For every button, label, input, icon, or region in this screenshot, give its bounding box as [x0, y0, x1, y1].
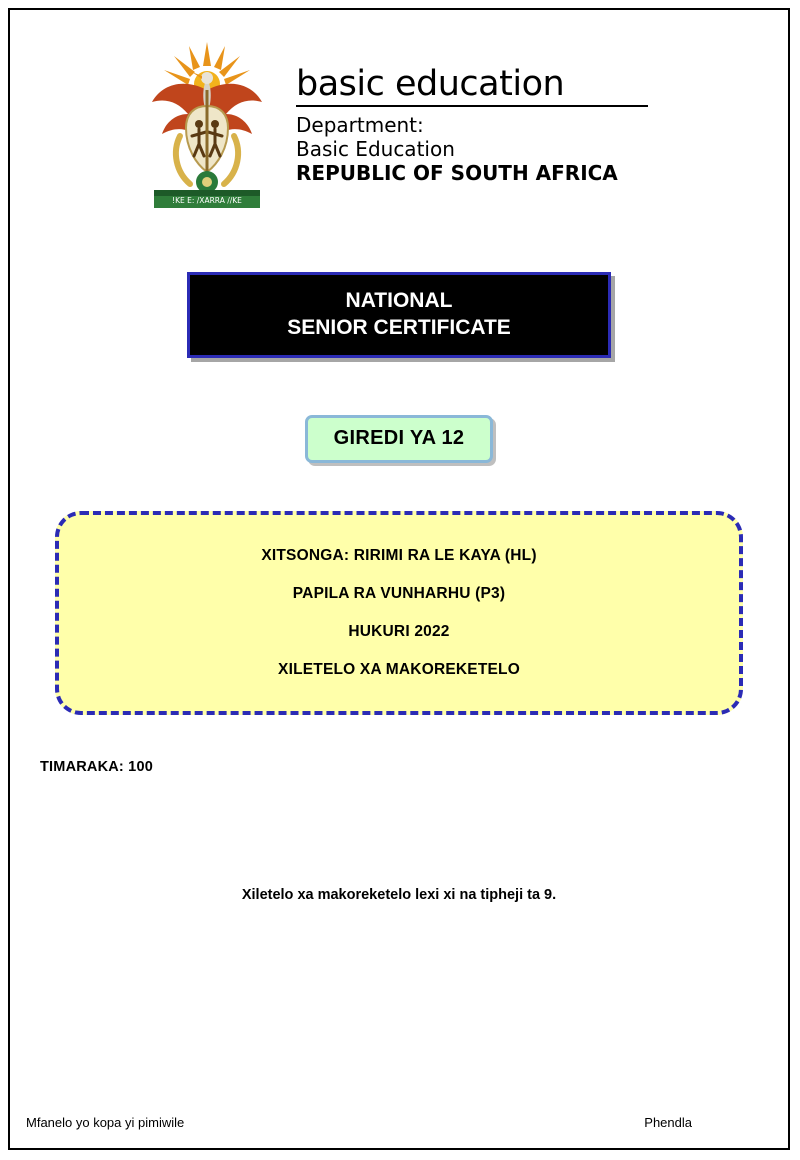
subject-panel-wrap: [10, 511, 788, 715]
certificate-banner: [187, 272, 611, 358]
brand-block: [296, 32, 666, 186]
footer-turnover: Phendla: [644, 1115, 692, 1130]
grade-badge-wrap: [10, 415, 788, 463]
total-marks: TIMARAKA: 100: [40, 759, 153, 775]
brand-rule: [296, 105, 648, 107]
certificate-line-1: NATIONAL: [345, 289, 453, 312]
department-line-3: REPUBLIC OF SOUTH AFRICA: [296, 161, 618, 185]
grade-badge: [305, 415, 494, 463]
document-header: [10, 10, 788, 222]
subject-panel: [55, 511, 743, 715]
subject-line-2: PAPILA RA VUNHARHU (P3): [292, 585, 506, 602]
department-line-2: Basic Education: [296, 137, 455, 161]
document-page: [8, 8, 790, 1150]
page-footer: [10, 1115, 788, 1130]
footer-copyright: Mfanelo yo kopa yi pimiwile: [26, 1115, 185, 1130]
subject-line-1: XITSONGA: RIRIMI RA LE KAYA (HL): [261, 547, 537, 564]
subject-line-3: HUKURI 2022: [348, 623, 450, 640]
grade-label: GIREDI YA 12: [333, 427, 465, 449]
motto-text: !KE E: /XARRA //KE: [172, 196, 242, 205]
subject-line-4: XILETELO XA MAKOREKETELO: [278, 661, 520, 678]
certificate-line-2: SENIOR CERTIFICATE: [287, 316, 511, 339]
brand-title: basic education: [296, 64, 565, 104]
coat-of-arms: [132, 32, 282, 222]
department-line-1: Department:: [296, 113, 424, 137]
page-count-note: Xiletelo xa makoreketelo lexi xi na tipheji ta 9.: [241, 887, 557, 903]
south-africa-coat-of-arms-icon: [132, 32, 282, 222]
certificate-banner-wrap: [10, 272, 788, 358]
